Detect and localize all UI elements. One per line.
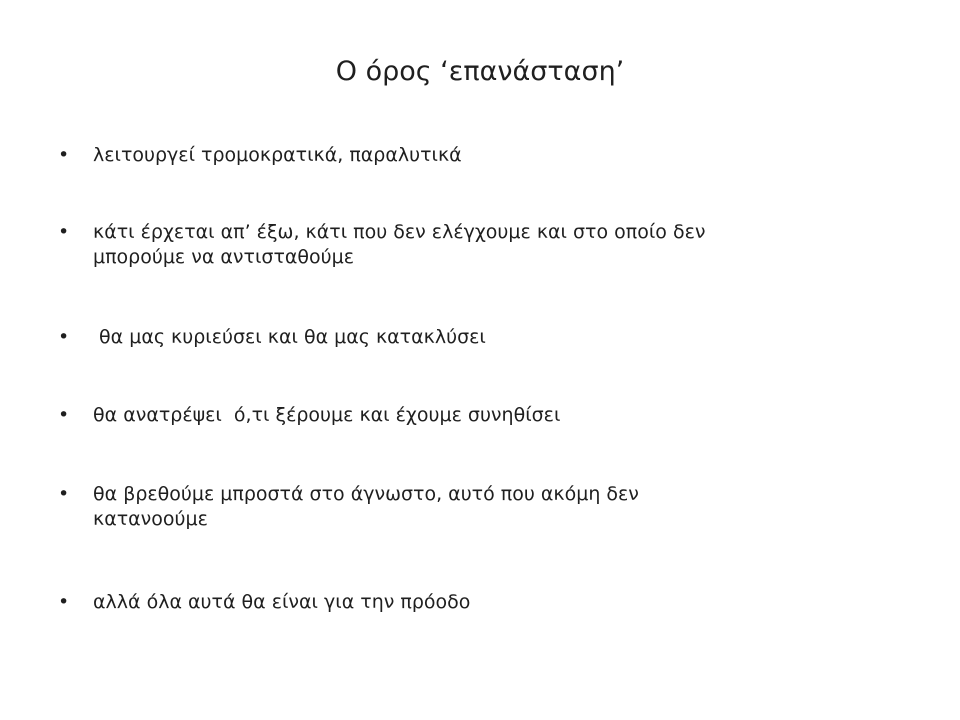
bullet-icon: • — [58, 591, 70, 613]
bullet-text: θα βρεθούμε μπροστά στο άγνωστο, αυτό που ακόμη δεν κατανοούμε — [93, 483, 639, 530]
bullet-text: θα ανατρέψει ό,τι ξέρουμε και έχουμε συνηθίσει — [93, 404, 561, 426]
bullet-icon: • — [58, 221, 70, 243]
list-item — [58, 403, 878, 428]
bullet-text: κάτι έρχεται απ’ έξω, κάτι που δεν ελέγχουμε και στο οποίο δεν μπορούμε να αντισταθούμε — [93, 221, 706, 268]
bullet-text: λειτουργεί τρομοκρατικά, παραλυτικά — [93, 144, 462, 166]
bullet-text: αλλά όλα αυτά θα είναι για την πρόοδο — [93, 591, 471, 613]
list-item — [58, 325, 878, 350]
bullet-text: θα μας κυριεύσει και θα μας κατακλύσει — [93, 326, 486, 348]
list-item — [58, 482, 878, 532]
bullet-icon: • — [58, 144, 70, 166]
list-item — [58, 590, 878, 615]
bullet-icon: • — [58, 326, 70, 348]
slide-title: Ο όρος ‘επανάσταση’ — [335, 56, 625, 87]
bullet-icon: • — [58, 404, 70, 426]
list-item — [58, 220, 878, 270]
list-item — [58, 143, 878, 168]
bullet-icon: • — [58, 483, 70, 505]
